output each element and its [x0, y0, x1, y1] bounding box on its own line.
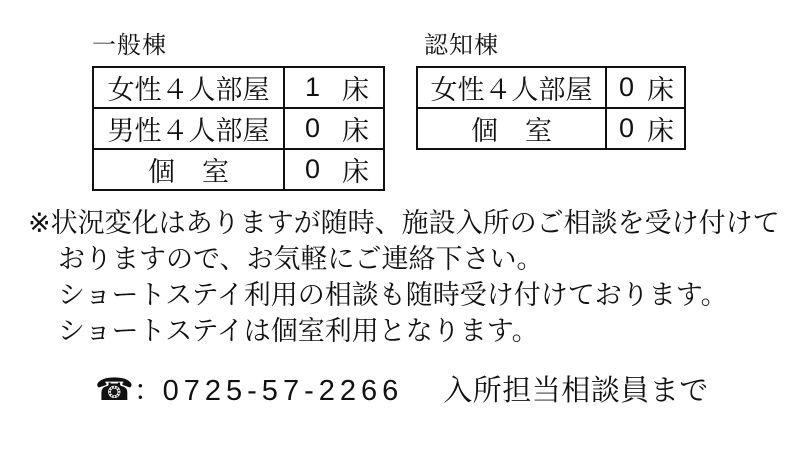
table-row	[93, 67, 384, 108]
bed-count-wrap	[285, 109, 383, 148]
notes	[0, 205, 812, 349]
ward-section-general	[92, 31, 385, 191]
contact-label: 入所担当相談員まで	[443, 375, 709, 407]
bed-count: 0	[619, 72, 635, 102]
ward-title-general: 一般棟	[92, 32, 167, 59]
bed-count-wrap	[607, 109, 684, 148]
bed-count-cell	[606, 67, 685, 108]
room-name-cell: 個 室	[417, 108, 606, 149]
bed-count-wrap	[285, 68, 383, 107]
bed-unit: 床	[342, 116, 369, 146]
bed-count-cell	[606, 108, 685, 149]
table-row	[417, 67, 685, 108]
bed-unit: 床	[647, 116, 674, 146]
ward-section-dementia	[416, 31, 686, 150]
room-name-cell: 個 室	[93, 149, 284, 190]
bed-count: 0	[305, 154, 321, 184]
bed-count-cell	[284, 149, 384, 190]
room-name-cell: 女性４人部屋	[93, 67, 284, 108]
bed-unit: 床	[342, 157, 369, 187]
bed-unit: 床	[647, 75, 674, 105]
ward-title-dementia: 認知棟	[424, 32, 499, 59]
note-line: ※状況変化はありますが随時、施設入所のご相談を受け付けて	[28, 208, 780, 238]
bed-count-cell	[284, 67, 384, 108]
bed-count: 0	[305, 113, 321, 143]
phone-number: 0725-57-2266	[162, 375, 404, 407]
ward-table-general	[92, 66, 385, 191]
table-row	[93, 108, 384, 149]
bed-count-wrap	[285, 150, 383, 189]
bed-count: 0	[619, 113, 635, 143]
telephone-icon: ☎	[95, 372, 134, 407]
note-line: おりますので、お気軽にご連絡下さい。	[58, 244, 544, 274]
note-line: ショートステイ利用の相談も随時受け付けております。	[58, 280, 728, 310]
bed-count: 1	[305, 72, 321, 102]
bed-count-wrap	[607, 68, 684, 107]
note-line: ショートステイは個室利用となります。	[58, 316, 539, 346]
ward-table-dementia	[416, 66, 686, 150]
room-name-cell: 女性４人部屋	[417, 67, 606, 108]
table-row	[93, 149, 384, 190]
phone-separator: ：	[133, 375, 163, 407]
bed-unit: 床	[342, 75, 369, 105]
table-row	[417, 108, 685, 149]
contact-line	[95, 372, 709, 409]
bed-count-cell	[284, 108, 384, 149]
room-name-cell: 男性４人部屋	[93, 108, 284, 149]
